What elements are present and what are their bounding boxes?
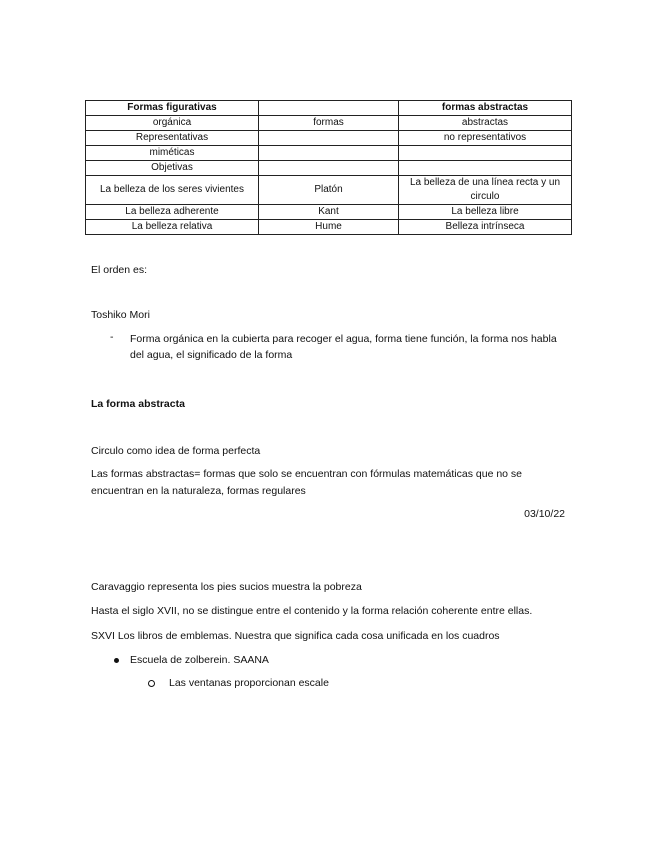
sub-bullet-list-item: Las ventanas proporcionan escale bbox=[169, 677, 329, 689]
table-header-cell bbox=[259, 101, 399, 116]
paragraph-circulo: Circulo como idea de forma perfecta bbox=[91, 445, 261, 457]
table-cell: abstractas bbox=[399, 116, 572, 131]
bullet-icon bbox=[114, 658, 119, 663]
table-header-cell: formas abstractas bbox=[399, 101, 572, 116]
table-cell: Belleza intrínseca bbox=[399, 220, 572, 235]
section-heading: La forma abstracta bbox=[91, 398, 185, 410]
table-header-row bbox=[86, 101, 572, 116]
table-cell: Representativas bbox=[86, 131, 259, 146]
table-cell bbox=[259, 161, 399, 176]
table-cell: orgánica bbox=[86, 116, 259, 131]
table-header-cell: Formas figurativas bbox=[86, 101, 259, 116]
table-cell: Platón bbox=[259, 176, 399, 205]
paragraph-orden: El orden es: bbox=[91, 264, 148, 276]
table-row bbox=[86, 176, 572, 205]
table-cell: La belleza adherente bbox=[86, 205, 259, 220]
table-row bbox=[86, 205, 572, 220]
table-row bbox=[86, 131, 572, 146]
date-text: 03/10/22 bbox=[524, 508, 565, 520]
paragraph-formas-abstractas: Las formas abstractas= formas que solo se encuentran con fórmulas matemáticas que no se encuentran en la naturaleza, formas regulares bbox=[91, 468, 523, 497]
table-cell: La belleza de una línea recta y un circulo bbox=[399, 176, 572, 205]
table-cell bbox=[259, 146, 399, 161]
table-cell bbox=[399, 146, 572, 161]
paragraph-hasta: Hasta el siglo XVII, no se distingue entre el contenido y la forma relación coherente entre ellas. bbox=[91, 605, 533, 617]
table-cell: Kant bbox=[259, 205, 399, 220]
table-cell bbox=[259, 131, 399, 146]
table-cell: La belleza de los seres vivientes bbox=[86, 176, 259, 205]
table-row bbox=[86, 116, 572, 131]
bullet-list-item: Escuela de zolberein. SAANA bbox=[130, 654, 269, 666]
hollow-bullet-icon bbox=[148, 680, 155, 687]
table-row bbox=[86, 146, 572, 161]
table-cell bbox=[399, 161, 572, 176]
table-cell: miméticas bbox=[86, 146, 259, 161]
dash-marker: - bbox=[110, 331, 114, 343]
table-row bbox=[86, 220, 572, 235]
paragraph-sxvi: SXVI Los libros de emblemas. Nuestra que significa cada cosa unificada en los cuadros bbox=[91, 630, 500, 642]
paragraph-caravaggio: Caravaggio representa los pies sucios muestra la pobreza bbox=[91, 581, 362, 593]
table-cell: formas bbox=[259, 116, 399, 131]
table-row bbox=[86, 161, 572, 176]
table-cell: La belleza relativa bbox=[86, 220, 259, 235]
table-cell: La belleza libre bbox=[399, 205, 572, 220]
table-cell: Hume bbox=[259, 220, 399, 235]
comparison-table bbox=[85, 100, 572, 235]
dash-list-item: Forma orgánica en la cubierta para recoger el agua, forma tiene función, la forma nos habla del agua, el significado de la forma bbox=[130, 333, 557, 361]
table-cell: Objetivas bbox=[86, 161, 259, 176]
table-cell: no representativos bbox=[399, 131, 572, 146]
paragraph-toshiko: Toshiko Mori bbox=[91, 309, 150, 321]
